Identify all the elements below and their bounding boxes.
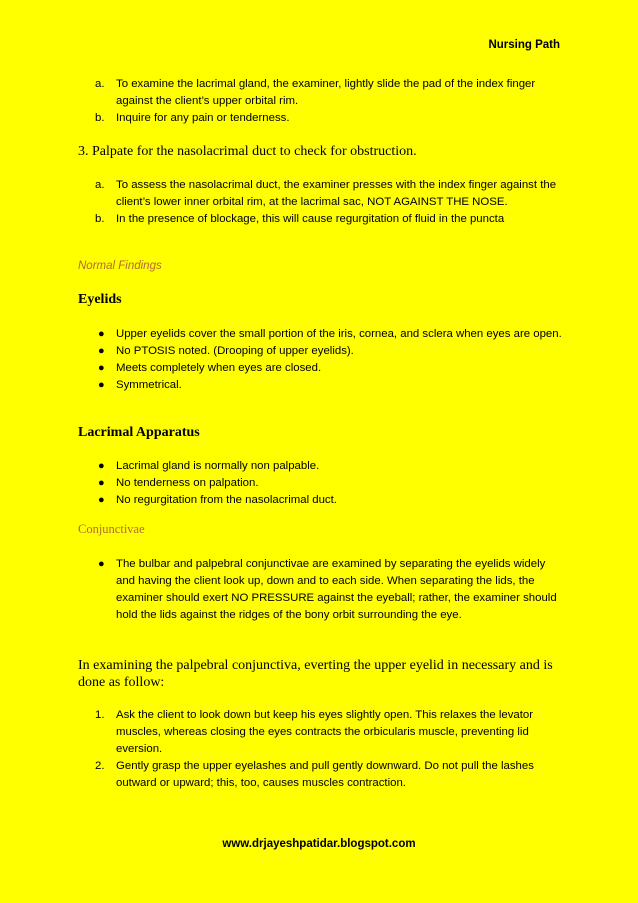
nasolacrimal-steps: [78, 177, 566, 228]
lacrimal-gland-steps: [78, 76, 566, 127]
list-item-text: Lacrimal gland is normally non palpable.: [116, 460, 320, 472]
eyelids-findings: [78, 326, 566, 394]
list-item: [78, 377, 566, 394]
conjunctivae-findings: [78, 556, 566, 624]
list-item: [78, 343, 566, 360]
list-item: [78, 211, 566, 228]
bullet-icon: ●: [98, 477, 105, 489]
list-item-text: No PTOSIS noted. (Drooping of upper eyelids).: [116, 345, 354, 357]
list-marker: a.: [95, 78, 105, 90]
list-marker: b.: [95, 112, 105, 124]
list-item-text: No tenderness on palpation.: [116, 477, 259, 489]
list-item-text: To assess the nasolacrimal duct, the examiner presses with the index finger against the client’s lower inner orbital rim, at the lacrimal sac, NOT AGAINST THE NOSE.: [116, 179, 557, 208]
palpebral-intro: In examining the palpebral conjunctiva, everting the upper eyelid in necessary and is done as follow:: [78, 658, 553, 690]
lacrimal-findings: [78, 458, 566, 509]
step-3-heading: 3. Palpate for the nasolacrimal duct to check for obstruction.: [78, 144, 417, 159]
list-item-text: In the presence of blockage, this will cause regurgitation of fluid in the puncta: [116, 213, 505, 225]
list-item-text: Inquire for any pain or tenderness.: [116, 112, 290, 124]
list-item-text: To examine the lacrimal gland, the examiner, lightly slide the pad of the index finger against the client’s upper orbital rim.: [116, 78, 536, 107]
list-item-text: No regurgitation from the nasolacrimal duct.: [116, 494, 337, 506]
footer-url: www.drjayeshpatidar.blogspot.com: [222, 838, 416, 850]
bullet-icon: ●: [98, 558, 105, 570]
list-item: [78, 758, 566, 792]
bullet-icon: ●: [98, 345, 105, 357]
list-item: [78, 177, 566, 211]
list-item: [78, 360, 566, 377]
bullet-icon: ●: [98, 379, 105, 391]
bullet-icon: ●: [98, 362, 105, 374]
bullet-icon: ●: [98, 328, 105, 340]
lacrimal-apparatus-heading: Lacrimal Apparatus: [78, 425, 200, 440]
list-item: [78, 76, 566, 110]
eversion-steps: [78, 707, 566, 792]
bullet-icon: ●: [98, 460, 105, 472]
bullet-icon: ●: [98, 494, 105, 506]
list-item: [78, 707, 566, 758]
list-item-text: Ask the client to look down but keep his eyes slightly open. This relaxes the levator muscles, whereas closing the eyes contracts the orbicularis muscle, preventing lid eversion.: [116, 709, 534, 755]
list-item: [78, 458, 566, 475]
list-item: [78, 492, 566, 509]
list-item: [78, 326, 566, 343]
list-item-text: Upper eyelids cover the small portion of the iris, cornea, and sclera when eyes are open.: [116, 328, 562, 340]
conjunctivae-heading: Conjunctivae: [78, 522, 145, 536]
list-item: [78, 475, 566, 492]
list-item-text: The bulbar and palpebral conjunctivae are examined by separating the eyelids widely and having the client look up, down and to each side. When separating the lids, the examiner should exert NO PRESSURE against the eyeball; rather, the examiner should hold the lids against the ridges of the bony orbit surrounding the eye.: [116, 558, 557, 621]
list-item-text: Symmetrical.: [116, 379, 182, 391]
list-item-text: Meets completely when eyes are closed.: [116, 362, 322, 374]
list-marker: 1.: [95, 709, 105, 721]
normal-findings-heading: Normal Findings: [78, 260, 162, 272]
page-header: Nursing Path: [488, 39, 560, 51]
list-marker: 2.: [95, 760, 105, 772]
eyelids-heading: Eyelids: [78, 292, 122, 307]
list-item: [78, 556, 566, 624]
list-marker: b.: [95, 213, 105, 225]
list-marker: a.: [95, 179, 105, 191]
list-item-text: Gently grasp the upper eyelashes and pull gently downward. Do not pull the lashes outward or upward; this, too, causes muscles contraction.: [116, 760, 534, 789]
list-item: [78, 110, 566, 127]
